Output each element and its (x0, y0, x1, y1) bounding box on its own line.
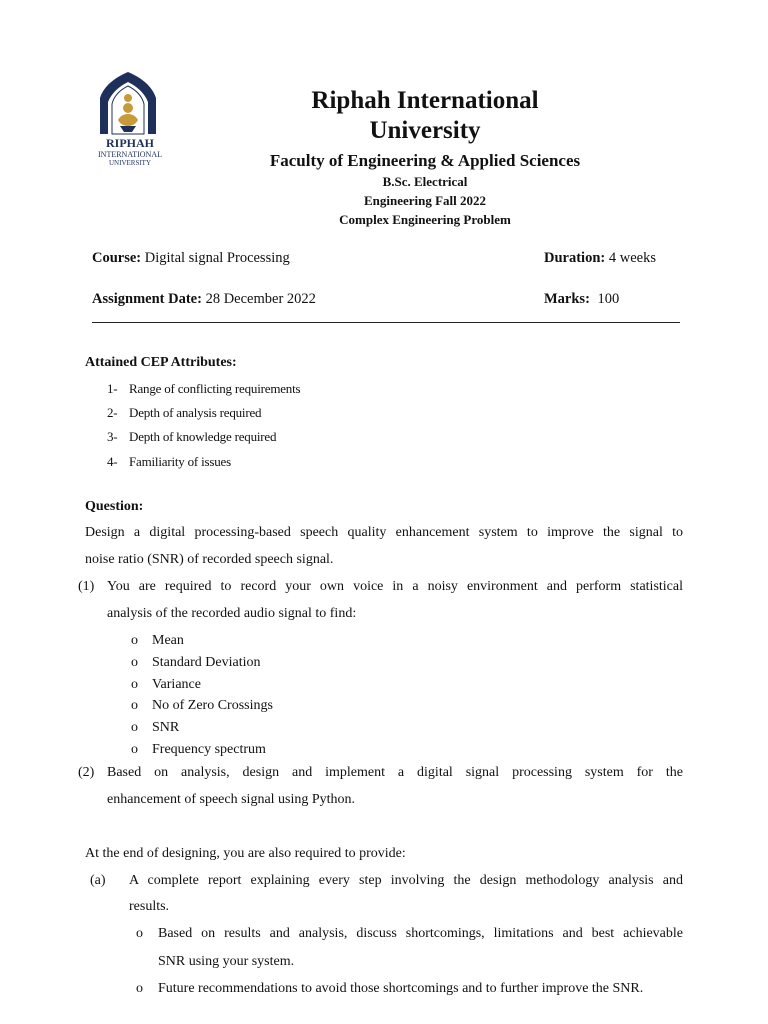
duration-label: Duration: (544, 250, 606, 266)
bullet-item: Frequency spectrum (152, 742, 266, 757)
sub-point-1-line2: SNR using your system. (158, 954, 295, 969)
deliverable-a-line1: A complete report explaining every step involving the design methodology analysis and (129, 873, 683, 888)
attribute-item: Range of conflicting requirements (129, 381, 301, 396)
bullet-marker: o (131, 720, 138, 735)
course-label: Course: (92, 250, 142, 266)
bullet-marker: o (131, 633, 138, 648)
part-1-number: (1) (78, 579, 95, 594)
course-value: Digital signal Processing (144, 250, 290, 266)
bullet-marker: o (131, 698, 138, 713)
attribute-number: 3- (107, 429, 118, 444)
question-heading: Question: (85, 499, 144, 514)
question-intro-line1: Design a digital processing-based speech quality enhancement system to improve the signal to (85, 525, 683, 540)
attribute-number: 4- (107, 454, 118, 469)
logo-text-university: UNIVERSITY (109, 159, 151, 167)
bullet-item: Mean (152, 633, 184, 648)
duration-value: 4 weeks (608, 250, 656, 266)
assignment-date-info (92, 291, 316, 308)
attribute-item: Familiarity of issues (129, 454, 231, 469)
bullet-marker: o (136, 926, 143, 941)
marks-label: Marks: (544, 291, 590, 307)
deliverable-a-line2: results. (129, 899, 170, 914)
bullet-item: Standard Deviation (152, 655, 261, 670)
bullet-marker: o (131, 677, 138, 692)
program-line1: B.Sc. Electrical (382, 174, 468, 189)
deliverables-intro: At the end of designing, you are also required to provide: (85, 846, 406, 861)
attribute-number: 2- (107, 405, 118, 420)
logo-text-riphah: RIPHAH (106, 136, 154, 150)
attribute-number: 1- (107, 381, 118, 396)
bullet-marker: o (131, 655, 138, 670)
university-name-line2: University (369, 117, 481, 144)
bullet-item: No of Zero Crossings (152, 698, 273, 713)
assignment-date-value: 28 December 2022 (205, 291, 316, 307)
attribute-item: Depth of analysis required (129, 405, 262, 420)
duration-info (544, 250, 656, 267)
logo-text-international: INTERNATIONAL (98, 150, 162, 159)
bullet-marker: o (131, 742, 138, 757)
part-2-line2: enhancement of speech signal using Python. (107, 792, 356, 807)
sub-point-2-line1: Future recommendations to avoid those shortcomings and to further improve the SNR. (158, 981, 644, 996)
assignment-date-label: Assignment Date: (92, 291, 202, 307)
marks-value: 100 (597, 291, 620, 307)
attributes-heading: Attained CEP Attributes: (85, 355, 237, 370)
course-info (92, 250, 290, 267)
program-line2: Engineering Fall 2022 (363, 193, 487, 208)
part-2-number: (2) (78, 765, 95, 780)
faculty-name: Faculty of Engineering & Applied Sciences (269, 151, 581, 170)
part-1-line1: You are required to record your own voice in a noisy environment and perform statistical (107, 579, 683, 594)
bullet-item: SNR (152, 720, 180, 735)
sub-point-1-line1: Based on results and analysis, discuss shortcomings, limitations and best achievable (158, 926, 683, 941)
bullet-item: Variance (152, 677, 201, 692)
part-1-line2: analysis of the recorded audio signal to find: (107, 606, 357, 621)
program-line3: Complex Engineering Problem (339, 212, 511, 227)
part-2-line1: Based on analysis, design and implement a digital signal processing system for the (107, 765, 683, 780)
deliverable-a-number: (a) (90, 873, 106, 888)
header-divider (92, 322, 680, 323)
question-intro-line2: noise ratio (SNR) of recorded speech signal. (85, 552, 334, 567)
attribute-item: Depth of knowledge required (129, 429, 277, 444)
university-name-line1: Riphah International (311, 87, 539, 114)
bullet-marker: o (136, 981, 143, 996)
marks-info (544, 291, 619, 308)
